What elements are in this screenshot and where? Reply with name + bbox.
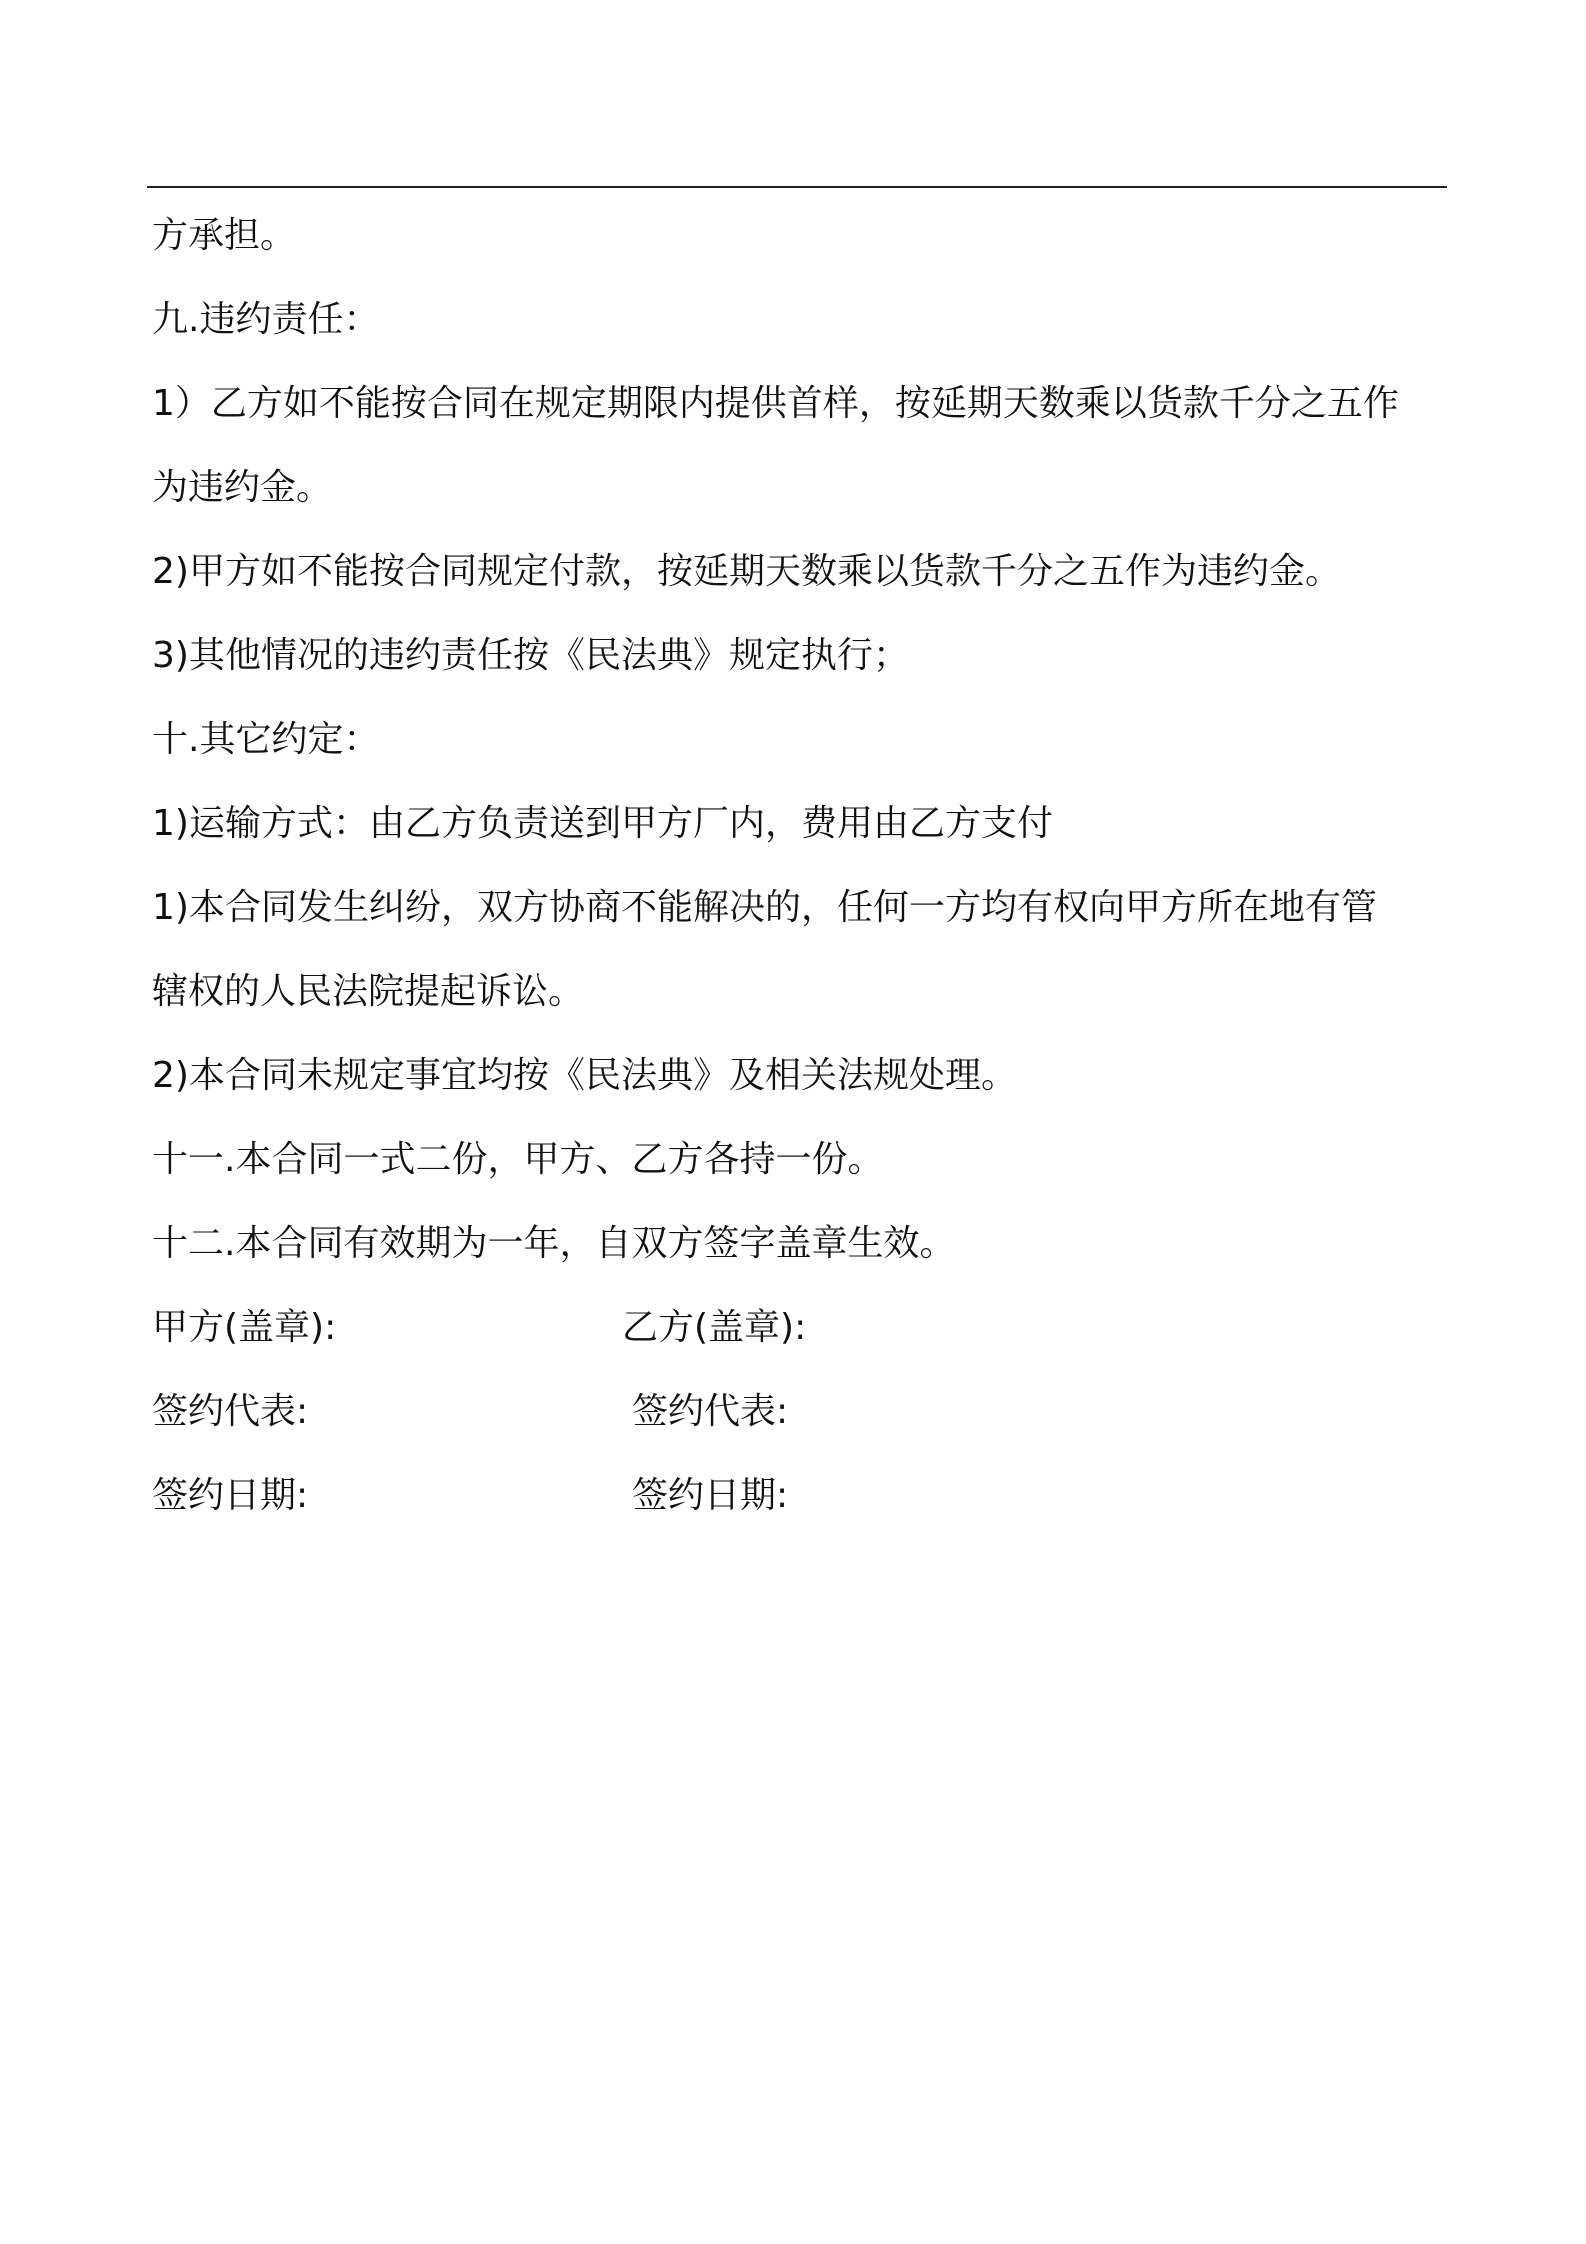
party-a-date-label: 签约日期:	[152, 1475, 309, 1516]
signature-row-seal	[152, 1286, 1452, 1370]
section-heading-12: 十二.本合同有效期为一年，自双方签字盖章生效。	[152, 1223, 956, 1264]
party-a-seal-label: 甲方(盖章):	[152, 1307, 337, 1348]
party-a-rep-label: 签约代表:	[152, 1391, 309, 1432]
signature-row-date	[152, 1454, 1452, 1538]
text-line: 1)运输方式：由乙方负责送到甲方厂内，费用由乙方支付	[152, 803, 1053, 844]
party-b-rep-label: 签约代表:	[632, 1391, 789, 1432]
party-b-seal-label: 乙方(盖章):	[622, 1307, 807, 1348]
header-rule	[147, 186, 1447, 188]
text-line: 1)本合同发生纠纷，双方协商不能解决的，任何一方均有权向甲方所在地有管	[152, 887, 1377, 928]
text-line: 方承担。	[152, 215, 297, 256]
section-heading-10: 十.其它约定：	[152, 719, 380, 760]
text-line: 3)其他情况的违约责任按《民法典》规定执行；	[152, 635, 909, 676]
text-line: 辖权的人民法院提起诉讼。	[152, 971, 585, 1012]
text-line: 为违约金。	[152, 467, 333, 508]
party-b-date-label: 签约日期:	[632, 1475, 789, 1516]
text-line: 1）乙方如不能按合同在规定期限内提供首样，按延期天数乘以货款千分之五作	[152, 383, 1399, 424]
text-line: 2)本合同未规定事宜均按《民法典》及相关法规处理。	[152, 1055, 1017, 1096]
section-heading-11: 十一.本合同一式二份，甲方、乙方各持一份。	[152, 1139, 884, 1180]
text-line: 2)甲方如不能按合同规定付款，按延期天数乘以货款千分之五作为违约金。	[152, 551, 1341, 592]
signature-row-representative	[152, 1370, 1452, 1454]
section-heading-9: 九.违约责任：	[152, 299, 380, 340]
contract-body	[152, 194, 1452, 1538]
